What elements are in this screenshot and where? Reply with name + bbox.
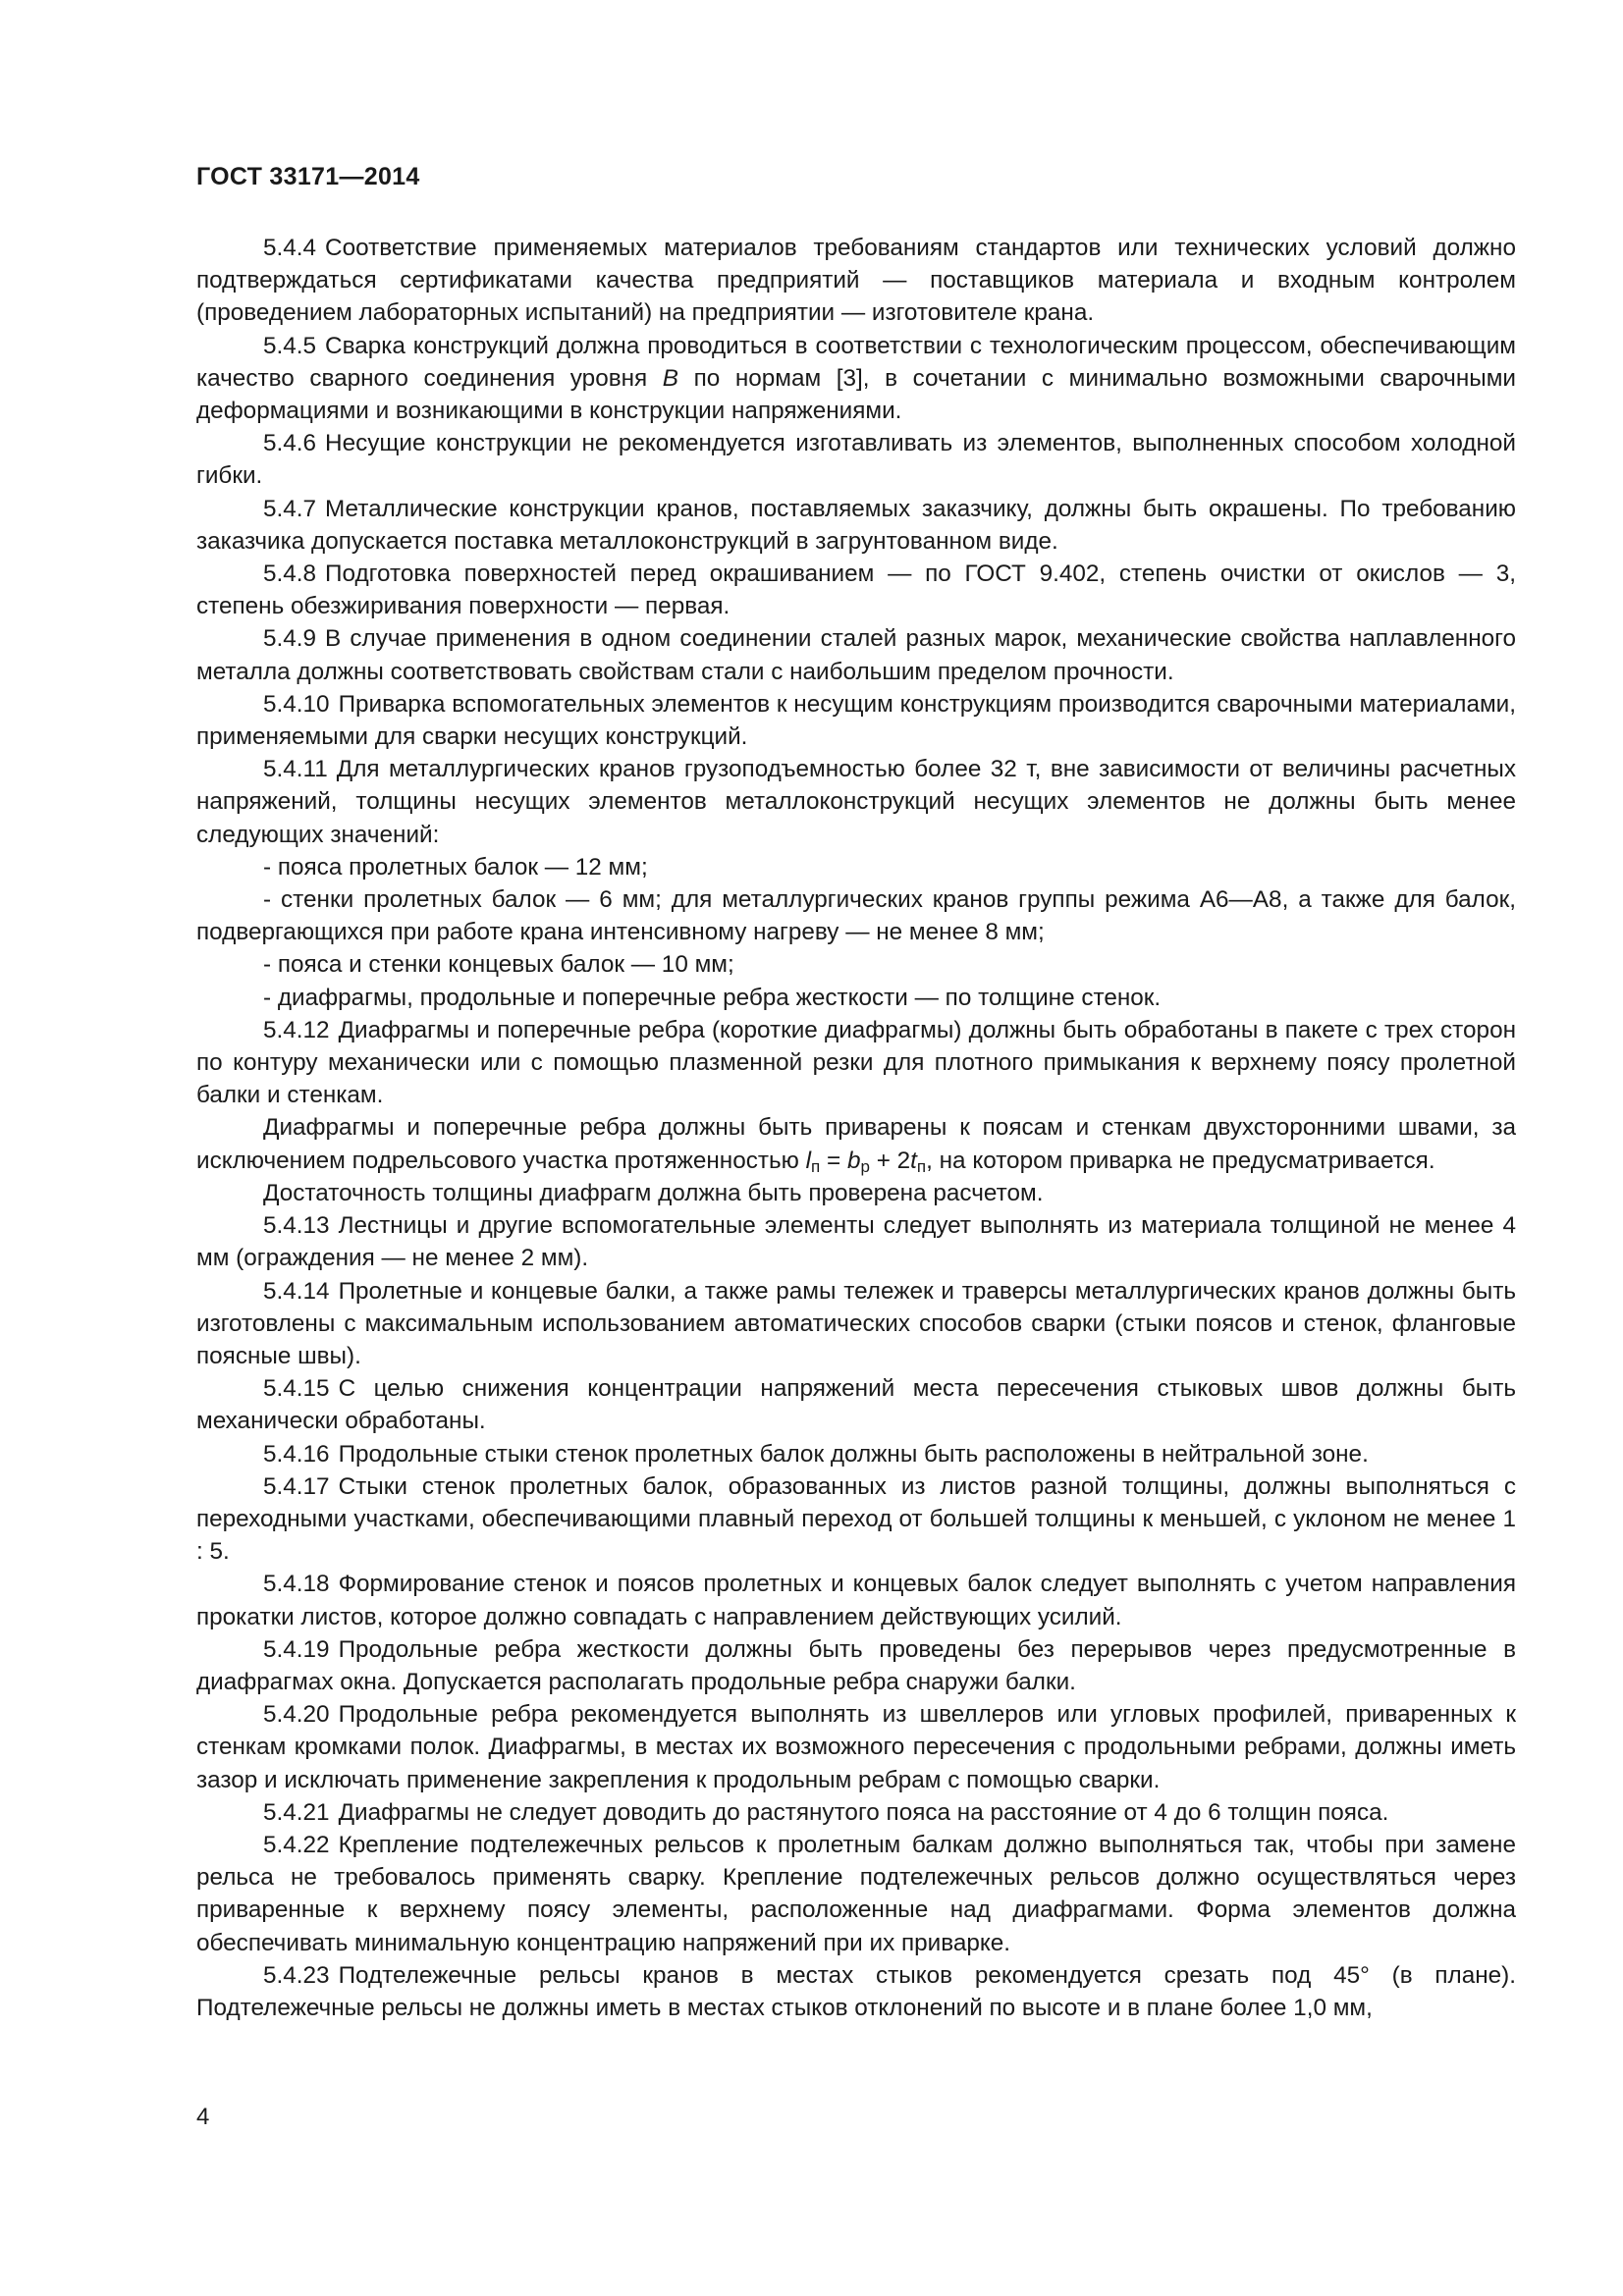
clause-text: Металлические конструкции кранов, поставляемых заказчику, должны быть окрашены. По требованию заказчика допускается поставка металлоконструкций в загрунтованном виде.	[196, 495, 1516, 555]
clause-number: 5.4.12	[263, 1016, 330, 1043]
clause-text: Продольные стыки стенок пролетных балок должны быть расположены в нейтральной зоне.	[338, 1440, 1369, 1468]
paragraph-5-4-7	[196, 493, 1516, 558]
paragraph-5-4-13	[196, 1209, 1516, 1274]
clause-text: Для металлургических кранов грузоподъемностью более 32 т, вне зависимости от величины расчетных напряжений, толщины несущих элементов металлоконструкций несущих элементов не должны быть менее следующих значений:	[196, 756, 1516, 848]
clause-number: 5.4.4	[263, 235, 317, 261]
clause-text: Подтележечные рельсы кранов в местах стыков рекомендуется срезать под 45° (в плане). Подтележечные рельсы не должны иметь в местах стыков отклонений по высоте и в плане более 1,0 мм,	[196, 1961, 1516, 2021]
clause-text: Подготовка поверхностей перед окрашиванием — по ГОСТ 9.402, степень очистки от окислов — 3, степень обезжиривания поверхности — первая.	[196, 561, 1516, 620]
formula-subscript: п	[811, 1156, 821, 1176]
clause-number: 5.4.14	[263, 1277, 330, 1305]
clause-number: 5.4.16	[263, 1440, 330, 1468]
clause-number: 5.4.11	[263, 756, 328, 783]
clause-number: 5.4.22	[263, 1831, 330, 1858]
clause-text: , на котором приварка не предусматривается.	[926, 1147, 1435, 1174]
clause-number: 5.4.13	[263, 1212, 330, 1240]
clause-number: 5.4.17	[263, 1472, 330, 1500]
list-item: - пояса и стенки концевых балок — 10 мм;	[263, 951, 734, 979]
paragraph-5-4-16	[196, 1438, 1516, 1470]
paragraph-5-4-6	[196, 427, 1516, 492]
paragraph-5-4-11	[196, 753, 1516, 851]
clause-number: 5.4.5	[263, 332, 317, 359]
paragraph-5-4-22	[196, 1829, 1516, 1959]
clause-text: Диафрагмы не следует доводить до растянутого пояса на расстояние от 4 до 6 толщин пояса.	[338, 1798, 1389, 1826]
clause-number: 5.4.23	[263, 1961, 330, 1989]
clause-text: Продольные ребра жесткости должны быть проведены без перерывов через предусмотренные в диафрагмах окна. Допускается располагать продольные ребра снаружи балки.	[196, 1635, 1516, 1695]
paragraph-5-4-19	[196, 1633, 1516, 1698]
formula-symbol: b	[846, 1147, 861, 1174]
clause-text: по нормам [3], в сочетании с минимально возможными сварочными деформациями и возникающими в конструкции напряжениями.	[196, 364, 1517, 425]
clause-text: Пролетные и концевые балки, а также рамы тележек и траверсы металлургических кранов должны быть изготовлены с максимальным использованием автоматических способов сварки (стыки поясов и стенок, фланговые поясные швы).	[196, 1277, 1516, 1369]
clause-number: 5.4.19	[263, 1635, 330, 1663]
list-item: - диафрагмы, продольные и поперечные ребра жесткости — по толщине стенок.	[263, 984, 1162, 1011]
document-header: ГОСТ 33171—2014	[196, 163, 420, 190]
list-item: - стенки пролетных балок — 6 мм; для металлургических кранов группы режима А6—А8, а также для балок, подвергающихся при работе крана интенсивному нагреву — не менее 8 мм;	[196, 886, 1516, 946]
paragraph-5-4-12	[196, 1014, 1516, 1112]
paragraph-5-4-20	[196, 1698, 1516, 1796]
paragraph-5-4-10	[196, 688, 1516, 753]
clause-text: В случае применения в одном соединении сталей разных марок, механические свойства наплавленного металла должны соответствовать свойствам стали с наибольшим пределом прочности.	[196, 625, 1516, 685]
clause-number: 5.4.7	[263, 495, 317, 522]
paragraph-5-4-5	[196, 330, 1516, 428]
clause-text: Стыки стенок пролетных балок, образованных из листов разной толщины, должны выполняться с переходными участками, обеспечивающими плавный переход от большей толщины к меньшей, с уклоном не менее 1 : 5.	[196, 1472, 1516, 1566]
formula-subscript: р	[860, 1156, 870, 1176]
paragraph-5-4-12-calc: Достаточность толщины диафрагм должна быть проверена расчетом.	[263, 1179, 1044, 1206]
formula	[806, 1148, 927, 1174]
formula-operator: =	[820, 1147, 847, 1174]
clause-number: 5.4.6	[263, 430, 317, 457]
clause-text: С целью снижения концентрации напряжений места пересечения стыковых швов должны быть механически обработаны.	[196, 1375, 1516, 1435]
clause-text: Сварка конструкций должна проводиться в соответствии с технологическим процессом, обеспечивающим качество сварного соединения уровня	[196, 332, 1516, 392]
clause-text: Формирование стенок и поясов пролетных и концевых балок следует выполнять с учетом направления прокатки листов, которое должно совпадать с направлением действующих усилий.	[196, 1571, 1516, 1630]
paragraph-5-4-18	[196, 1568, 1516, 1632]
clause-number: 5.4.10	[263, 690, 330, 718]
paragraph-5-4-23	[196, 1959, 1516, 2024]
paragraph-5-4-21	[196, 1796, 1516, 1829]
formula-symbol: l	[805, 1147, 812, 1174]
clause-text: Диафрагмы и поперечные ребра должны быть приварены к поясам и стенкам двухсторонними швами, за исключением подрельсового участка протяженностью	[196, 1114, 1516, 1174]
clause-text: Несущие конструкции не рекомендуется изготавливать из элементов, выполненных способом холодной гибки.	[196, 430, 1516, 490]
clause-text: Продольные ребра рекомендуется выполнять из швеллеров или угловых профилей, приваренных к стенкам кромками полок. Диафрагмы, в местах их возможного пересечения с продольными ребрами, должны иметь зазор и исключать применение закрепления к продольным ребрам с помощью сварки.	[196, 1701, 1516, 1793]
paragraph-5-4-9	[196, 622, 1516, 687]
clause-number: 5.4.20	[263, 1701, 330, 1729]
clause-number: 5.4.9	[263, 625, 317, 653]
formula-symbol: t	[910, 1147, 917, 1174]
clause-text: Соответствие применяемых материалов требованиям стандартов или технических условий должно подтверждаться сертификатами качества предприятий — поставщиков материала и входным контролем (проведением лабораторных испытаний) на предприятии — изготовителе крана.	[196, 235, 1516, 327]
paragraph-5-4-14	[196, 1275, 1516, 1373]
paragraph-5-4-15	[196, 1372, 1516, 1437]
clause-text: Крепление подтележечных рельсов к пролетным балкам должно выполняться так, чтобы при замене рельса не требовалось применять сварку. Крепление подтележечных рельсов должно осуществляться через приваренные к верхнему поясу элементы, расположенные над диафрагмами. Форма элементов должна обеспечивать минимальную концентрацию напряжений при их приварке.	[196, 1831, 1516, 1956]
clause-number: 5.4.15	[263, 1375, 330, 1403]
clause-text: Лестницы и другие вспомогательные элементы следует выполнять из материала толщиной не менее 4 мм (ограждения — не менее 2 мм).	[196, 1212, 1516, 1272]
clause-number: 5.4.18	[263, 1571, 330, 1598]
formula-operator: + 2	[869, 1147, 911, 1174]
list-item: - пояса пролетных балок — 12 мм;	[263, 853, 648, 881]
paragraph-5-4-8	[196, 558, 1516, 622]
paragraph-5-4-12-welding	[196, 1111, 1516, 1176]
paragraph-5-4-17	[196, 1470, 1516, 1569]
clause-text: Приварка вспомогательных элементов к несущим конструкциям производится сварочными материалами, применяемыми для сварки несущих конструкций.	[196, 690, 1516, 751]
clause-text: Диафрагмы и поперечные ребра (короткие диафрагмы) должны быть обработаны в пакете с трех сторон по контуру механически или с помощью плазменной резки для плотного примыкания к верхнему поясу пролетной балки и стенкам.	[196, 1016, 1516, 1109]
clause-text-italic: В	[662, 364, 678, 392]
clause-number: 5.4.21	[263, 1798, 330, 1826]
document-body	[196, 232, 1516, 2024]
formula-subscript: п	[916, 1156, 927, 1176]
paragraph-5-4-4	[196, 232, 1516, 330]
clause-number: 5.4.8	[263, 561, 317, 588]
page-number: 4	[196, 2104, 210, 2130]
